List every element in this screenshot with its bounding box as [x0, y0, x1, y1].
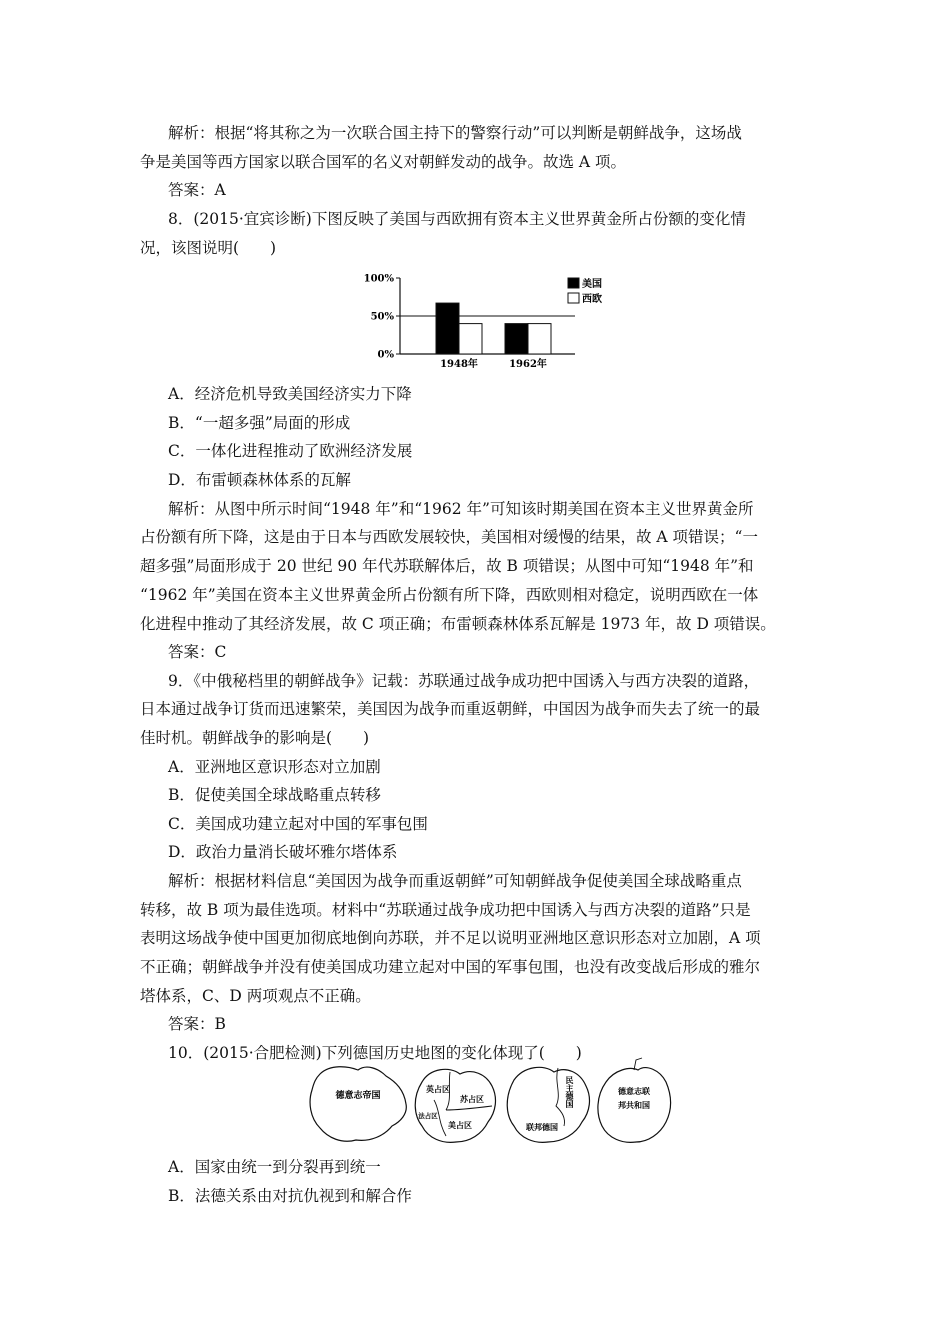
q8-option-d: D．布雷顿森林体系的瓦解: [168, 471, 351, 489]
map-label-british: 英占区: [426, 1084, 450, 1094]
q9-option-d: D．政治力量消长破坏雅尔塔体系: [168, 843, 398, 861]
map-label-french: 法占区: [418, 1112, 438, 1120]
q8-analysis-line-5: 化进程中推动了其经济发展，故 C 项正确；布雷顿森林体系瓦解是 1973 年，故 D 项错误。: [140, 615, 776, 633]
legend-label-美国: 美国: [582, 279, 602, 290]
q8-stem-line-1: 8．(2015·宜宾诊断)下图反映了美国与西欧拥有资本主义世界黄金所占份额的变化情: [168, 210, 746, 228]
bar-美国-1962年: [505, 324, 528, 354]
q8-option-a: A．经济危机导致美国经济实力下降: [168, 385, 412, 403]
q9-option-b: B．促使美国全球战略重点转移: [168, 786, 381, 804]
y-tick-label: 50%: [370, 311, 394, 323]
q7-answer: 答案：A: [168, 181, 226, 199]
x-tick-label: 1962年: [509, 359, 547, 370]
map-label-empire: 德意志帝国: [335, 1091, 381, 1101]
q9-option-a: A．亚洲地区意识形态对立加剧: [168, 758, 381, 776]
q8-answer: 答案：C: [168, 643, 227, 661]
q8-stem-line-2: 况，该图说明( ): [140, 239, 277, 257]
q9-analysis-line-5: 塔体系，C、D 两项观点不正确。: [140, 987, 371, 1005]
bar-美国-1948年: [436, 303, 459, 354]
map-label-american: 美占区: [448, 1120, 472, 1130]
map-label-soviet: 苏占区: [460, 1094, 484, 1104]
legend-label-西欧: 西欧: [582, 294, 602, 305]
q7-analysis-line-2: 争是美国等西方国家以联合国军的名义对朝鲜发动的战争。故选 A 项。: [140, 153, 627, 171]
q9-analysis-line-2: 转移，故 B 项为最佳选项。材料中“苏联通过战争成功把中国诱入与西方决裂的道路”只是: [140, 901, 751, 919]
q8-analysis-line-4: “1962 年”美国在资本主义世界黄金所占份额有所下降，西欧则相对稳定，说明西欧在一体: [140, 586, 759, 604]
q9-stem-line-1: 9．《中俄秘档里的朝鲜战争》记载：苏联通过战争成功把中国诱入与西方决裂的道路，: [168, 672, 760, 690]
gold-share-chart: [360, 268, 620, 373]
q9-analysis-line-3: 表明这场战争使中国更加彻底地倒向苏联，并不足以说明亚洲地区意识形态对立加剧，A 项: [140, 929, 761, 947]
map-occupation-zones: [415, 1069, 495, 1142]
legend-swatch-西欧: [568, 293, 579, 303]
q9-stem-line-3: 佳时机。朝鲜战争的影响是( ): [140, 729, 370, 747]
q8-analysis-line-3: 超多强”局面形成于 20 世纪 90 年代苏联解体后，故 B 项错误；从图中可知“1948 年”和: [140, 557, 754, 575]
q9-analysis-line-4: 不正确；朝鲜战争并没有使美国成功建立起对中国的军事包围，也没有改变战后形成的雅尔: [140, 958, 761, 976]
q8-analysis-line-1: 解析：从图中所示时间“1948 年”和“1962 年”可知该时期美国在资本主义世界黄金所: [168, 500, 754, 518]
q10-option-b: B．法德关系由对抗仇视到和解合作: [168, 1187, 412, 1205]
map-label-unified-2: 邦共和国: [618, 1100, 650, 1110]
map-label-frg: 联邦德国: [526, 1122, 558, 1132]
map-label-gdr: 民主德国: [565, 1076, 575, 1108]
q7-analysis-line-1: 解析：根据“将其称之为一次联合国主持下的警察行动”可以判断是朝鲜战争，这场战: [168, 124, 742, 142]
bar-西欧-1948年: [459, 324, 482, 354]
y-tick-label: 0%: [377, 349, 394, 361]
q9-stem-line-2: 日本通过战争订货而迅速繁荣，美国因为战争而重返朝鲜，中国因为战争而失去了统一的最: [140, 700, 761, 718]
q8-option-b: B．“一超多强”局面的形成: [168, 414, 351, 432]
y-tick-label: 100%: [363, 273, 394, 285]
map-german-empire: [310, 1067, 406, 1142]
legend-swatch-美国: [568, 278, 579, 288]
q8-option-c: C．一体化进程推动了欧洲经济发展: [168, 442, 413, 460]
q10-option-a: A．国家由统一到分裂再到统一: [168, 1158, 381, 1176]
q9-option-c: C．美国成功建立起对中国的军事包围: [168, 815, 428, 833]
map-label-unified-1: 德意志联: [618, 1086, 650, 1096]
q10-stem: 10．(2015·合肥检测)下列德国历史地图的变化体现了( ): [168, 1044, 582, 1062]
q9-answer: 答案：B: [168, 1015, 226, 1033]
q9-analysis-line-1: 解析：根据材料信息“美国因为战争而重返朝鲜”可知朝鲜战争促使美国全球战略重点: [168, 872, 742, 890]
germany-maps: [300, 1052, 680, 1152]
x-tick-label: 1948年: [440, 359, 478, 370]
bar-西欧-1962年: [528, 324, 551, 354]
q8-analysis-line-2: 占份额有所下降，这是由于日本与西欧发展较快，美国相对缓慢的结果，故 A 项错误；“一: [140, 528, 758, 546]
